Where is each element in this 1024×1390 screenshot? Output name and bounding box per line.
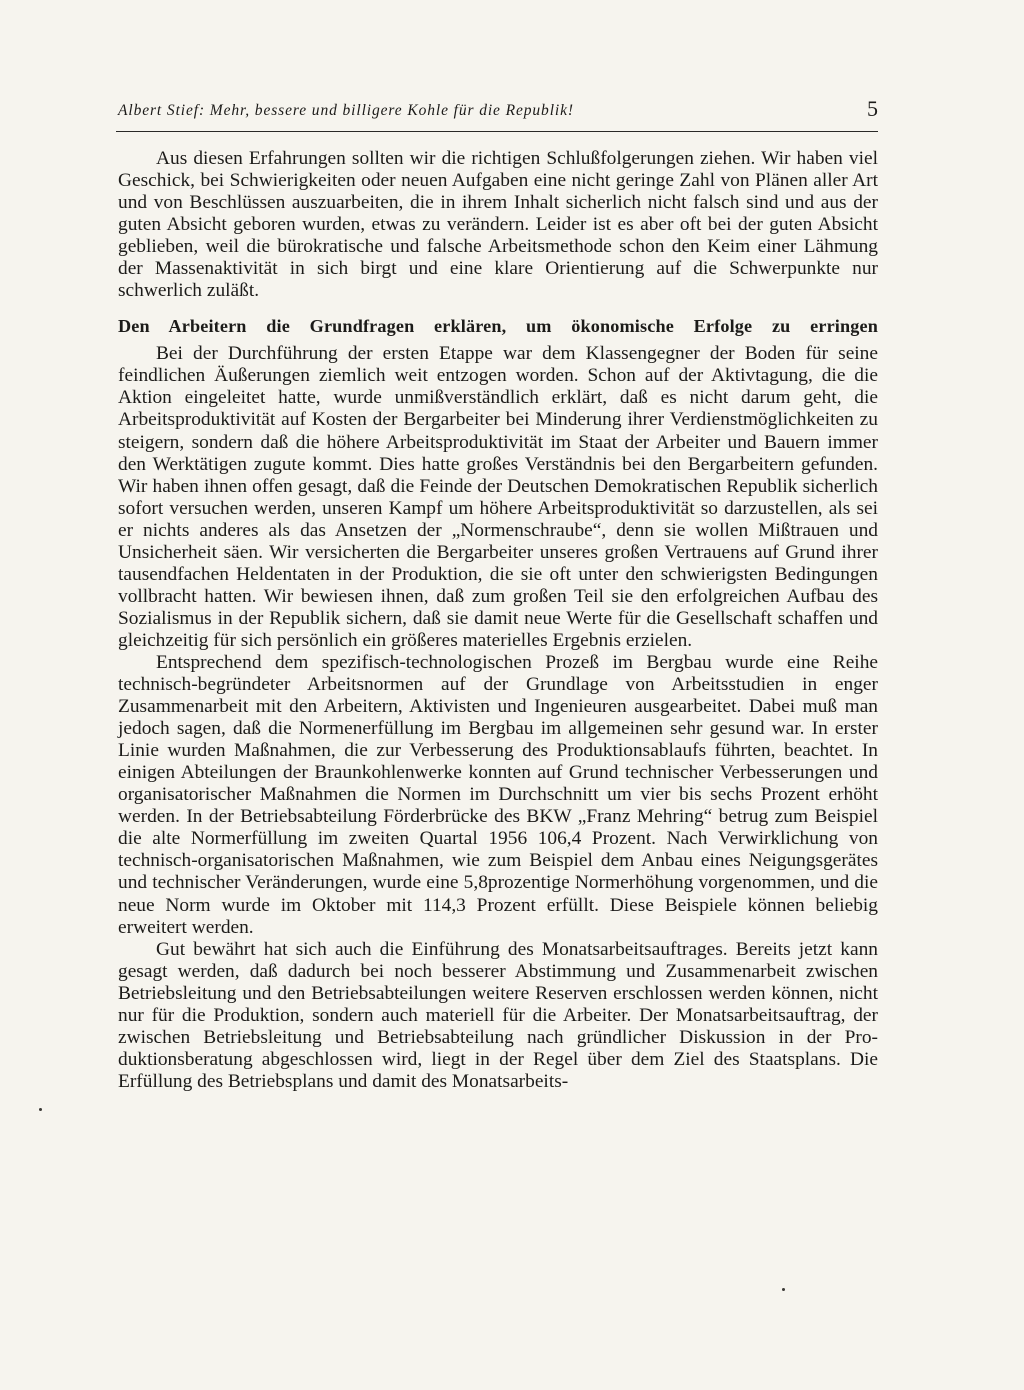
body-text <box>118 148 878 1093</box>
section-heading: Den Arbeitern die Grundfragen erklären, um ökonomische Erfolge zu erringen <box>118 316 878 337</box>
running-header-title: Albert Stief: Mehr, bessere und billigere Kohle für die Republik! <box>118 102 574 119</box>
scan-speck <box>39 1108 42 1111</box>
header-rule <box>116 131 878 132</box>
running-header <box>118 96 878 126</box>
page-number: 5 <box>867 96 878 121</box>
scan-speck <box>782 1288 785 1291</box>
paragraph-1: Aus diesen Erfahrungen sollten wir die richtigen Schlußfolgerungen ziehen. Wir haben viel Geschick, bei Schwierigkeiten oder neuen Aufgaben eine nicht geringe Zahl von Plänen aller Art und von Beschlüssen auszuarbeiten, die in ihrem Inhalt sicherlich nicht falsch sind und aus der guten Absicht geboren wurden, etwas zu verändern. Leider ist es aber oft bei der guten Absicht geblieben, weil die bürokratische und falsche Arbeitsmethode schon den Keim einer Lähmung der Massenaktivität in sich birgt und eine klare Orientierung auf die Schwerpunkte nur schwerlich zuläßt. <box>118 148 878 302</box>
paragraph-2: Bei der Durchführung der ersten Etappe war dem Klassengegner der Boden für seine feindlichen Äußerungen ziemlich weit entzogen worden. Schon auf der Aktivtagung, die die Aktion eingeleitet hatte, wurde unmißverständlich erklärt, daß es nicht darum geht, die Arbeitsproduktivität auf Kosten der Bergarbeiter bei Minderung ihrer Verdienstmöglichkeiten zu steigern, sondern daß die höhere Arbeitsproduktivität im Staat der Arbeiter und Bauern immer den Werktätigen zugute kommt. Dies hatte großes Verständnis bei den Bergarbeitern gefunden. Wir haben ihnen offen gesagt, daß die Feinde der Deutschen Demokratischen Republik sicherlich sofort versuchen werden, unseren Kampf um höhere Arbeitsproduktivität so darzustellen, als sei er nichts anderes als das Ansetzen der „Normenschraube“, denn sie wollen Mißtrauen und Unsicherheit säen. Wir versicherten die Bergarbeiter unseres großen Vertrauens auf Grund ihrer tausendfachen Heldentaten in der Produktion, die sie oft unter den schwierigsten Bedingungen vollbracht hatten. Wir bewiesen ihnen, daß zum großen Teil sie den erfolgreichen Aufbau des Sozialismus in der Republik sichern, daß sie damit neue Werte für die Gesellschaft schaffen und gleichzeitig für sich persönlich ein größeres materielles Ergebnis erzielen. <box>118 343 878 651</box>
paragraph-4: Gut bewährt hat sich auch die Einführung des Monatsarbeitsauftrages. Bereits jetzt kann gesagt werden, daß dadurch bei noch besserer Abstimmung und Zusammenarbeit zwischen Betriebsleitung und den Betriebsabteilungen weitere Reserven erschlossen werden können, nicht nur für die Produktion, sondern auch materiell für die Arbeiter. Der Monatsarbeitsauftrag, der zwischen Betriebsleitung und Betriebsabteilung nach gründlicher Diskussion in der Produktionsberatung abgeschlossen wird, liegt in der Regel über dem Ziel des Staatsplans. Die Erfüllung des Betriebsplans und damit des Monatsarbeits- <box>118 938 878 1092</box>
paragraph-3: Entsprechend dem spezifisch-technologischen Prozeß im Bergbau wurde eine Reihe technisch-begründeter Arbeitsnormen auf der Grundlage von Arbeitsstudien in enger Zusammenarbeit mit den Arbeitern, Aktivisten und Ingenieuren ausgearbeitet. Dabei muß man jedoch sagen, daß die Normenerfüllung im Bergbau im allgemeinen sehr gesund war. In erster Linie wurden Maßnahmen, die zur Verbesserung des Produktionsablaufs führten, beachtet. In einigen Abteilungen der Braunkohlenwerke konnten auf Grund technischer Verbesserungen und organisatorischer Maßnahmen die Normen im Durchschnitt um vier bis sechs Prozent erhöht werden. In der Betriebsabteilung Förderbrücke des BKW „Franz Mehring“ betrug zum Beispiel die alte Normerfüllung im zweiten Quartal 1956 106,4 Prozent. Nach Verwirklichung von technisch-organisatorischen Maßnahmen, wie zum Beispiel dem Anbau eines Neigungsgerätes und technischer Veränderungen, wurde eine 5,8prozentige Normerhöhung vorgenommen, und die neue Norm wurde im Oktober mit 114,3 Prozent erfüllt. Diese Beispiele können beliebig erweitert werden. <box>118 651 878 938</box>
